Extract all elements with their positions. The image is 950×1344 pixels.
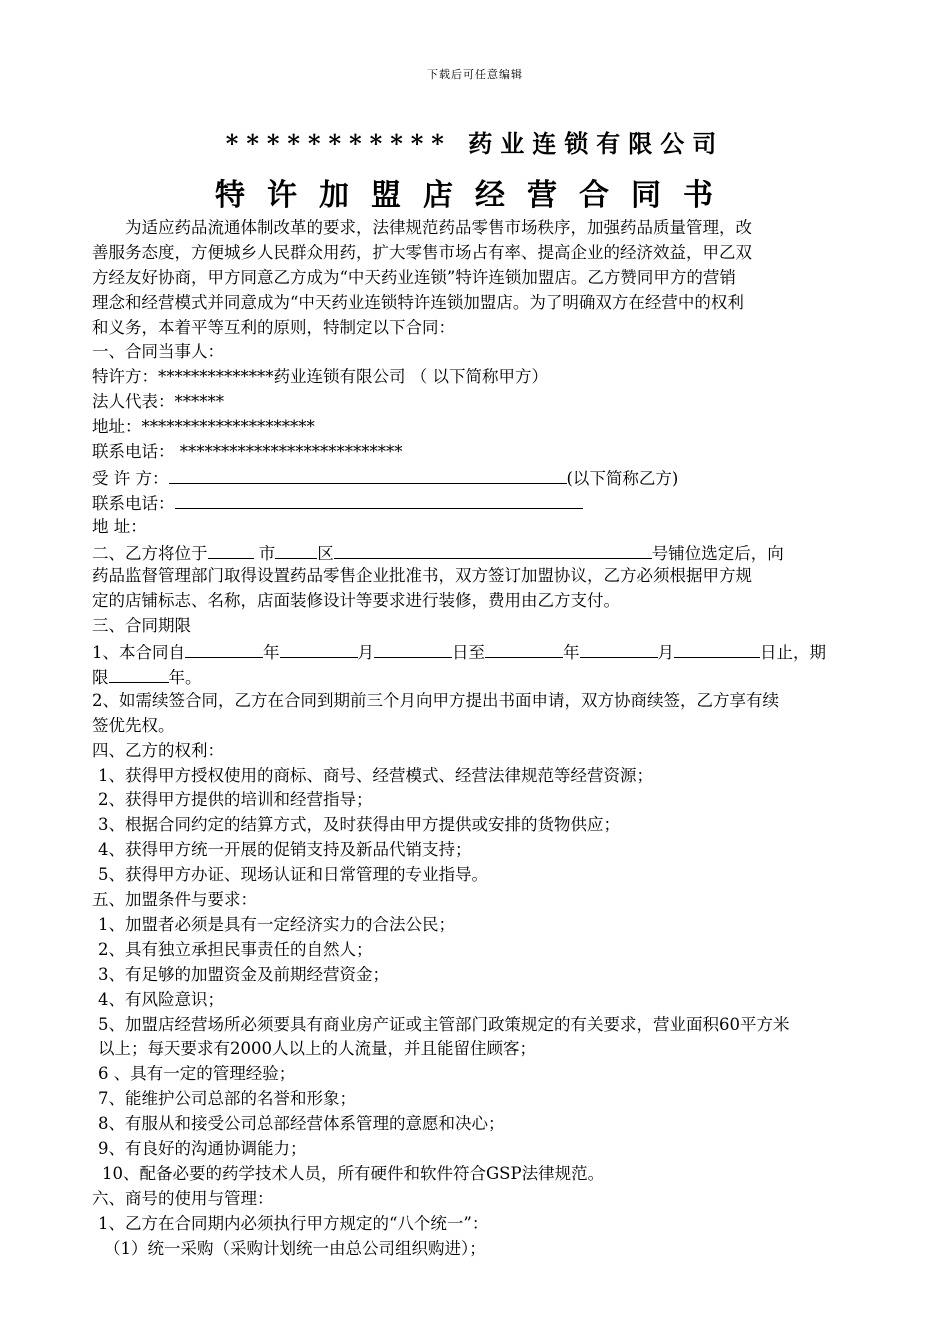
- contract-body: [92, 216, 912, 1261]
- intro-line: 和义务，本着平等互利的原则，特制定以下合同：: [92, 317, 455, 337]
- term-text: 日至: [452, 643, 485, 663]
- term-years-blank[interactable]: [109, 664, 169, 683]
- location-line: [92, 540, 912, 565]
- list-item: 7、能维护公司总部的名誉和形象；: [98, 1089, 356, 1109]
- renew-line: 签优先权。: [92, 715, 175, 735]
- location-line: 定的店铺标志、名称，店面装修设计等要求进行装修，费用由乙方支付。: [92, 591, 620, 611]
- legal-rep-line: 法人代表：******: [92, 392, 224, 412]
- document-title: 特许加盟店经营合同书: [215, 178, 735, 213]
- list-item: 10、配备必要的药学技术人员，所有硬件和软件符合GSP法律规范。: [102, 1163, 605, 1183]
- location-text: 二、乙方将位于: [92, 543, 208, 563]
- section-heading: 四、乙方的权利：: [92, 740, 224, 760]
- start-day-blank[interactable]: [374, 639, 452, 658]
- list-subitem: （1）统一采购（采购计划统一由总公司组织购进）；: [104, 1238, 486, 1258]
- location-text: 号铺位选定后，向: [651, 543, 784, 563]
- term-line: [92, 639, 912, 664]
- franchisee-address-line: 地 址：: [92, 516, 147, 536]
- list-item: 以上；每天要求有2000人以上的人流量，并且能留住顾客；: [98, 1039, 536, 1059]
- term-text: 年。: [168, 668, 202, 688]
- start-year-blank[interactable]: [185, 639, 263, 658]
- section-heading: 三、合同期限: [92, 616, 191, 636]
- term-text: 限: [92, 668, 109, 688]
- term-text: 1、本合同自: [92, 643, 185, 663]
- renew-line: 2、如需续签合同，乙方在合同到期前三个月向甲方提出书面申请，双方协商续签，乙方享有续: [92, 690, 779, 710]
- list-item: 2、获得甲方提供的培训和经营指导；: [98, 790, 373, 810]
- company-name: *********** 药业连锁有限公司: [225, 129, 725, 158]
- term-text: 年: [563, 643, 580, 663]
- section-heading: 一、合同当事人：: [92, 342, 224, 362]
- franchisee-phone-blank[interactable]: [175, 490, 583, 509]
- franchisee-line: [92, 465, 912, 490]
- term-text: 月: [657, 643, 674, 663]
- list-item: 3、有足够的加盟资金及前期经营资金；: [98, 964, 389, 984]
- intro-line: 方经友好协商，甲方同意乙方成为“中天药业连锁”特许连锁加盟店。乙方赞同甲方的营销: [92, 267, 736, 287]
- franchisee-label: 受 许 方：: [92, 468, 169, 488]
- list-item: 1、乙方在合同期内必须执行甲方规定的“八个统一”：: [98, 1213, 489, 1233]
- franchisee-suffix: (以下简称乙方): [566, 468, 679, 488]
- location-text: 区: [317, 543, 334, 563]
- intro-line: 为适应药品流通体制改革的要求，法律规范药品零售市场秩序，加强药品质量管理，改: [125, 218, 752, 237]
- list-item: 9、有良好的沟通协调能力；: [98, 1138, 307, 1158]
- location-text: 市: [258, 543, 276, 563]
- term-text: 年: [263, 643, 280, 663]
- shop-number-blank[interactable]: [334, 540, 652, 559]
- list-item: 1、获得甲方授权使用的商标、商号、经营模式、经营法律规范等经营资源；: [98, 765, 653, 785]
- term-line: [92, 664, 912, 689]
- list-item: 5、获得甲方办证、现场认证和日常管理的专业指导。: [98, 865, 488, 885]
- franchisor-line: 特许方：**************药业连锁有限公司 （ 以下简称甲方）: [92, 367, 548, 387]
- list-item: 4、有风险意识；: [98, 989, 224, 1009]
- phone-line: 联系电话： ***************************: [92, 442, 403, 462]
- franchisee-phone-label: 联系电话：: [92, 493, 175, 513]
- header-note: 下载后可任意编辑: [427, 68, 523, 81]
- list-item: 5、加盟店经营场所必须要具有商业房产证或主管部门政策规定的有关要求，营业面积60平方米: [98, 1014, 790, 1034]
- list-item: 3、根据合同约定的结算方式，及时获得由甲方提供或安排的货物供应；: [98, 815, 620, 835]
- intro-line: 善服务态度，方便城乡人民群众用药，扩大零售市场占有率、提高企业的经济效益，甲乙双: [92, 242, 752, 262]
- section-heading: 六、商号的使用与管理：: [92, 1188, 274, 1208]
- intro-line: 理念和经营模式并同意成为“中天药业连锁特许连锁加盟店。为了明确双方在经营中的权利: [92, 292, 744, 312]
- term-text: 月: [357, 643, 374, 663]
- franchisee-blank[interactable]: [169, 465, 567, 484]
- location-line: 药品监督管理部门取得设置药品零售企业批准书，双方签订加盟协议，乙方必须根据甲方规: [92, 566, 752, 586]
- city-blank[interactable]: [208, 540, 254, 559]
- list-item: 8、有服从和接受公司总部经营体系管理的意愿和决心；: [98, 1114, 505, 1134]
- end-month-blank[interactable]: [580, 639, 658, 658]
- end-year-blank[interactable]: [485, 639, 563, 658]
- list-item: 6 、具有一定的管理经验；: [98, 1064, 296, 1084]
- district-blank[interactable]: [275, 540, 317, 559]
- term-text: 日止，期: [760, 643, 826, 663]
- start-month-blank[interactable]: [280, 639, 358, 658]
- list-item: 4、获得甲方统一开展的促销支持及新品代销支持；: [98, 840, 472, 860]
- franchisee-phone-line: [92, 490, 912, 515]
- address-line: 地址：*********************: [92, 417, 315, 437]
- section-heading: 五、加盟条件与要求：: [92, 890, 257, 910]
- list-item: 2、具有独立承担民事责任的自然人；: [98, 939, 373, 959]
- list-item: 1、加盟者必须是具有一定经济实力的合法公民；: [98, 914, 455, 934]
- end-day-blank[interactable]: [674, 639, 760, 658]
